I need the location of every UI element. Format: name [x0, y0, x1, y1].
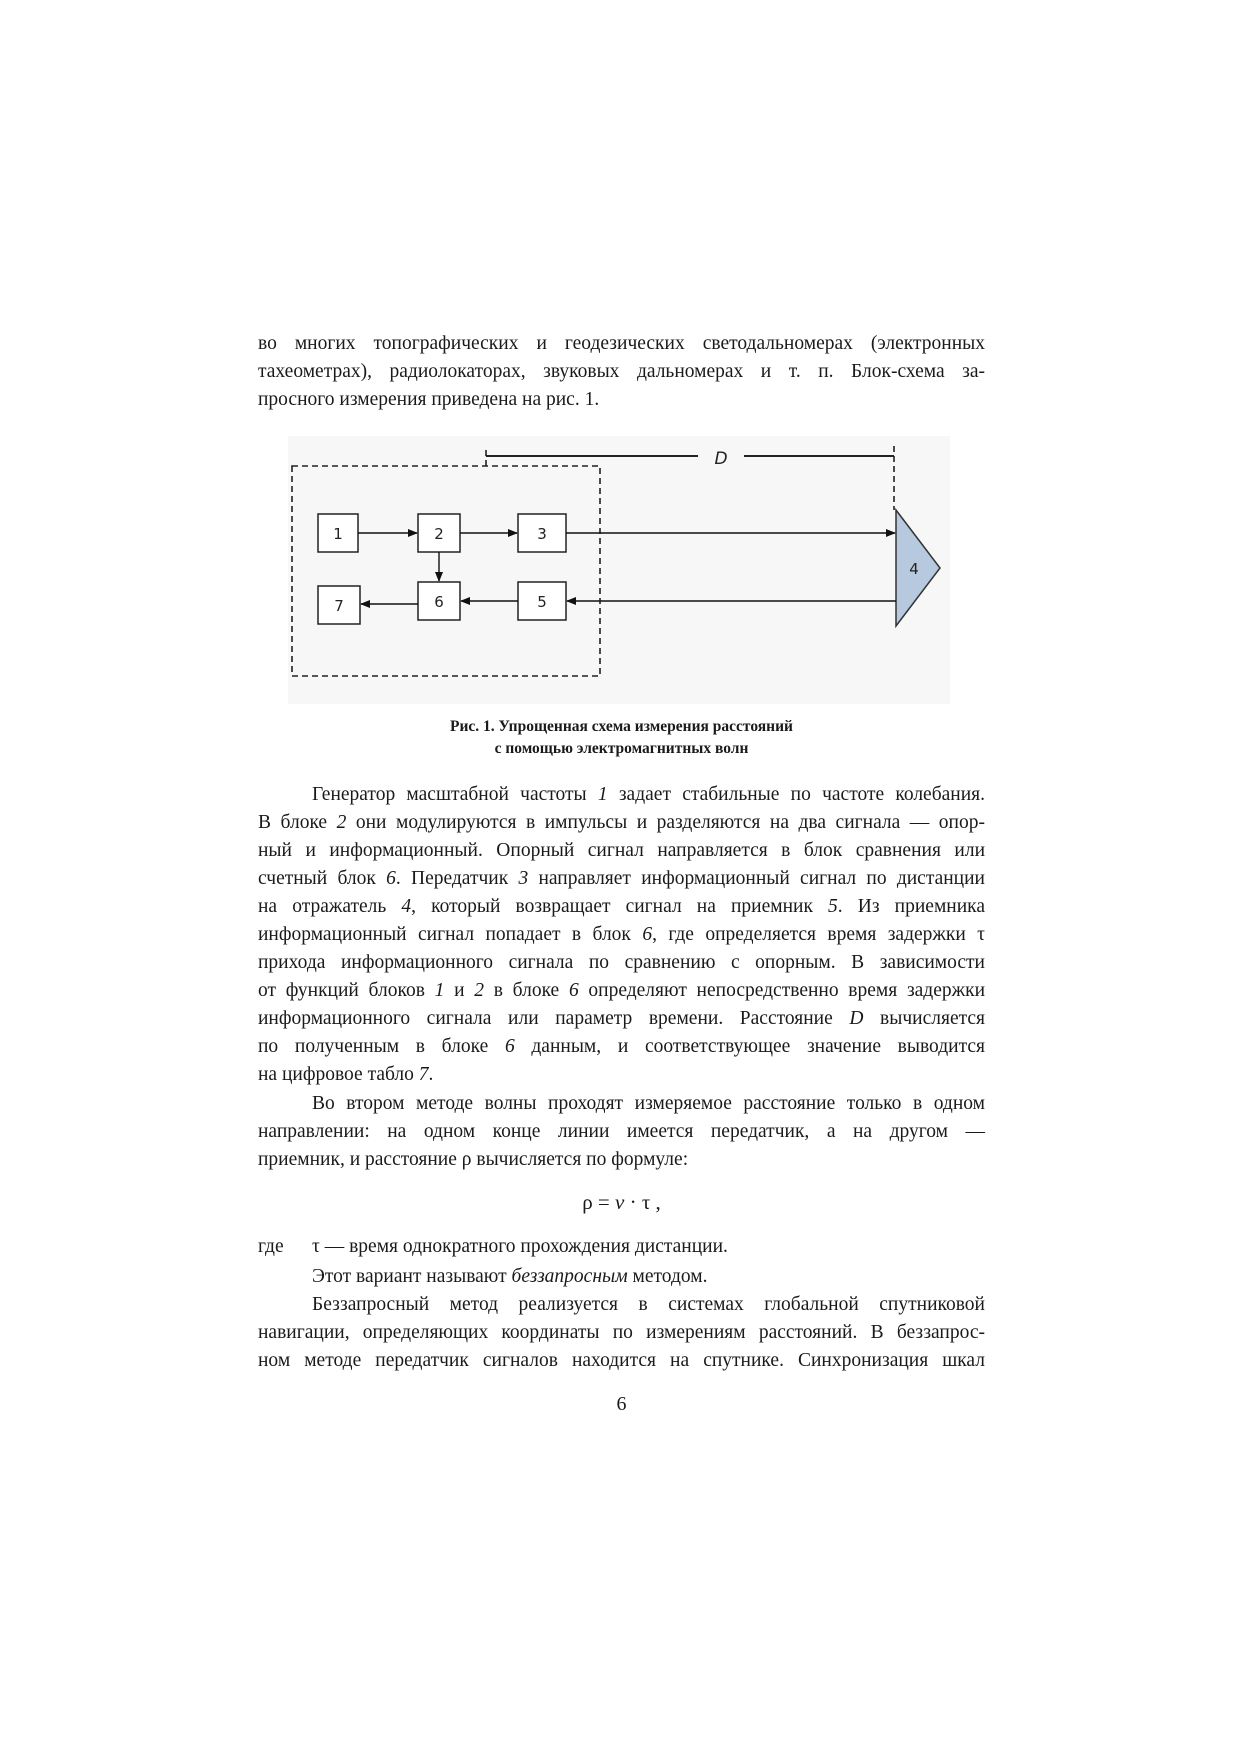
where-text: τ — время однократного прохождения дистанции. — [312, 1236, 728, 1257]
text-line: Беззапросный метод реализуется в системах глобальной спутниковой — [312, 1294, 985, 1315]
text-line: счетный блок 6. Передатчик 3 направляет информационный сигнал по дистанции — [258, 868, 985, 889]
text-line: просного измерения приведена на рис. 1. — [258, 389, 600, 410]
block-6-label: 6 — [434, 593, 444, 611]
text-line: направлении: на одном конце линии имеется передатчик, а на другом — — [258, 1121, 985, 1142]
block-3-label: 3 — [537, 525, 547, 543]
block-5-label: 5 — [537, 593, 547, 611]
text-line: во многих топографических и геодезических светодальномерах (электронных — [258, 333, 985, 354]
figure-caption — [258, 716, 985, 760]
text-line: В блоке 2 они модулируются в импульсы и разделяются на два сигнала — опор- — [258, 812, 985, 833]
text-line: на цифровое табло 7. — [258, 1064, 434, 1085]
paragraph-4 — [258, 1291, 985, 1375]
text-line: ный и информационный. Опорный сигнал направляется в блок сравнения или — [258, 840, 985, 861]
text-line: приемник, и расстояние ρ вычисляется по формуле: — [258, 1149, 689, 1170]
text-line: информационного сигнала или параметр времени. Расстояние D вычисляется — [258, 1008, 986, 1029]
caption-line: с помощью электромагнитных волн — [494, 740, 749, 757]
text-line: прихода информационного сигнала по сравнению с опорным. В зависимости — [258, 952, 985, 973]
intro-paragraph — [258, 330, 985, 414]
text-line: информационный сигнал попадает в блок 6, где определяется время задержки τ — [258, 924, 986, 945]
text-line: Этот вариант называют беззапросным методом. — [312, 1266, 708, 1287]
text-line: Во втором методе волны проходят измеряемое расстояние только в одном — [312, 1093, 985, 1114]
where-word: где — [258, 1236, 284, 1257]
block-7-label: 7 — [334, 597, 344, 615]
paragraph-3 — [258, 1263, 985, 1291]
text-line: по полученным в блоке 6 данным, и соответствующее значение выводится — [258, 1036, 985, 1057]
formula-explanation — [258, 1233, 985, 1261]
distance-label: D — [714, 449, 728, 469]
page-number: 6 — [616, 1393, 627, 1415]
formula: ρ = v · τ , — [582, 1190, 661, 1214]
text-line: тахеометрах), радиолокаторах, звуковых дальномерах и т. п. Блок-схема за- — [258, 361, 985, 382]
block-diagram — [288, 436, 950, 704]
text-line: Генератор масштабной частоты 1 задает стабильные по частоте колебания. — [312, 784, 986, 805]
text-line: навигации, определяющих координаты по измерениям расстояний. В беззапрос- — [258, 1322, 985, 1343]
text-line: от функций блоков 1 и 2 в блоке 6 определяют непосредственно время задержки — [258, 980, 986, 1001]
text-line: на отражатель 4, который возвращает сигнал на приемник 5. Из приемника — [258, 896, 985, 917]
block-1-label: 1 — [333, 525, 343, 543]
figure-background — [288, 436, 950, 704]
block-2-label: 2 — [434, 525, 444, 543]
text-line: ном методе передатчик сигналов находится на спутнике. Синхронизация шкал — [258, 1350, 985, 1371]
block-4-label: 4 — [909, 560, 919, 578]
paragraph-2 — [258, 1090, 985, 1174]
paragraph-1 — [258, 781, 985, 1089]
caption-line: Рис. 1. Упрощенная схема измерения расстояний — [450, 718, 793, 735]
